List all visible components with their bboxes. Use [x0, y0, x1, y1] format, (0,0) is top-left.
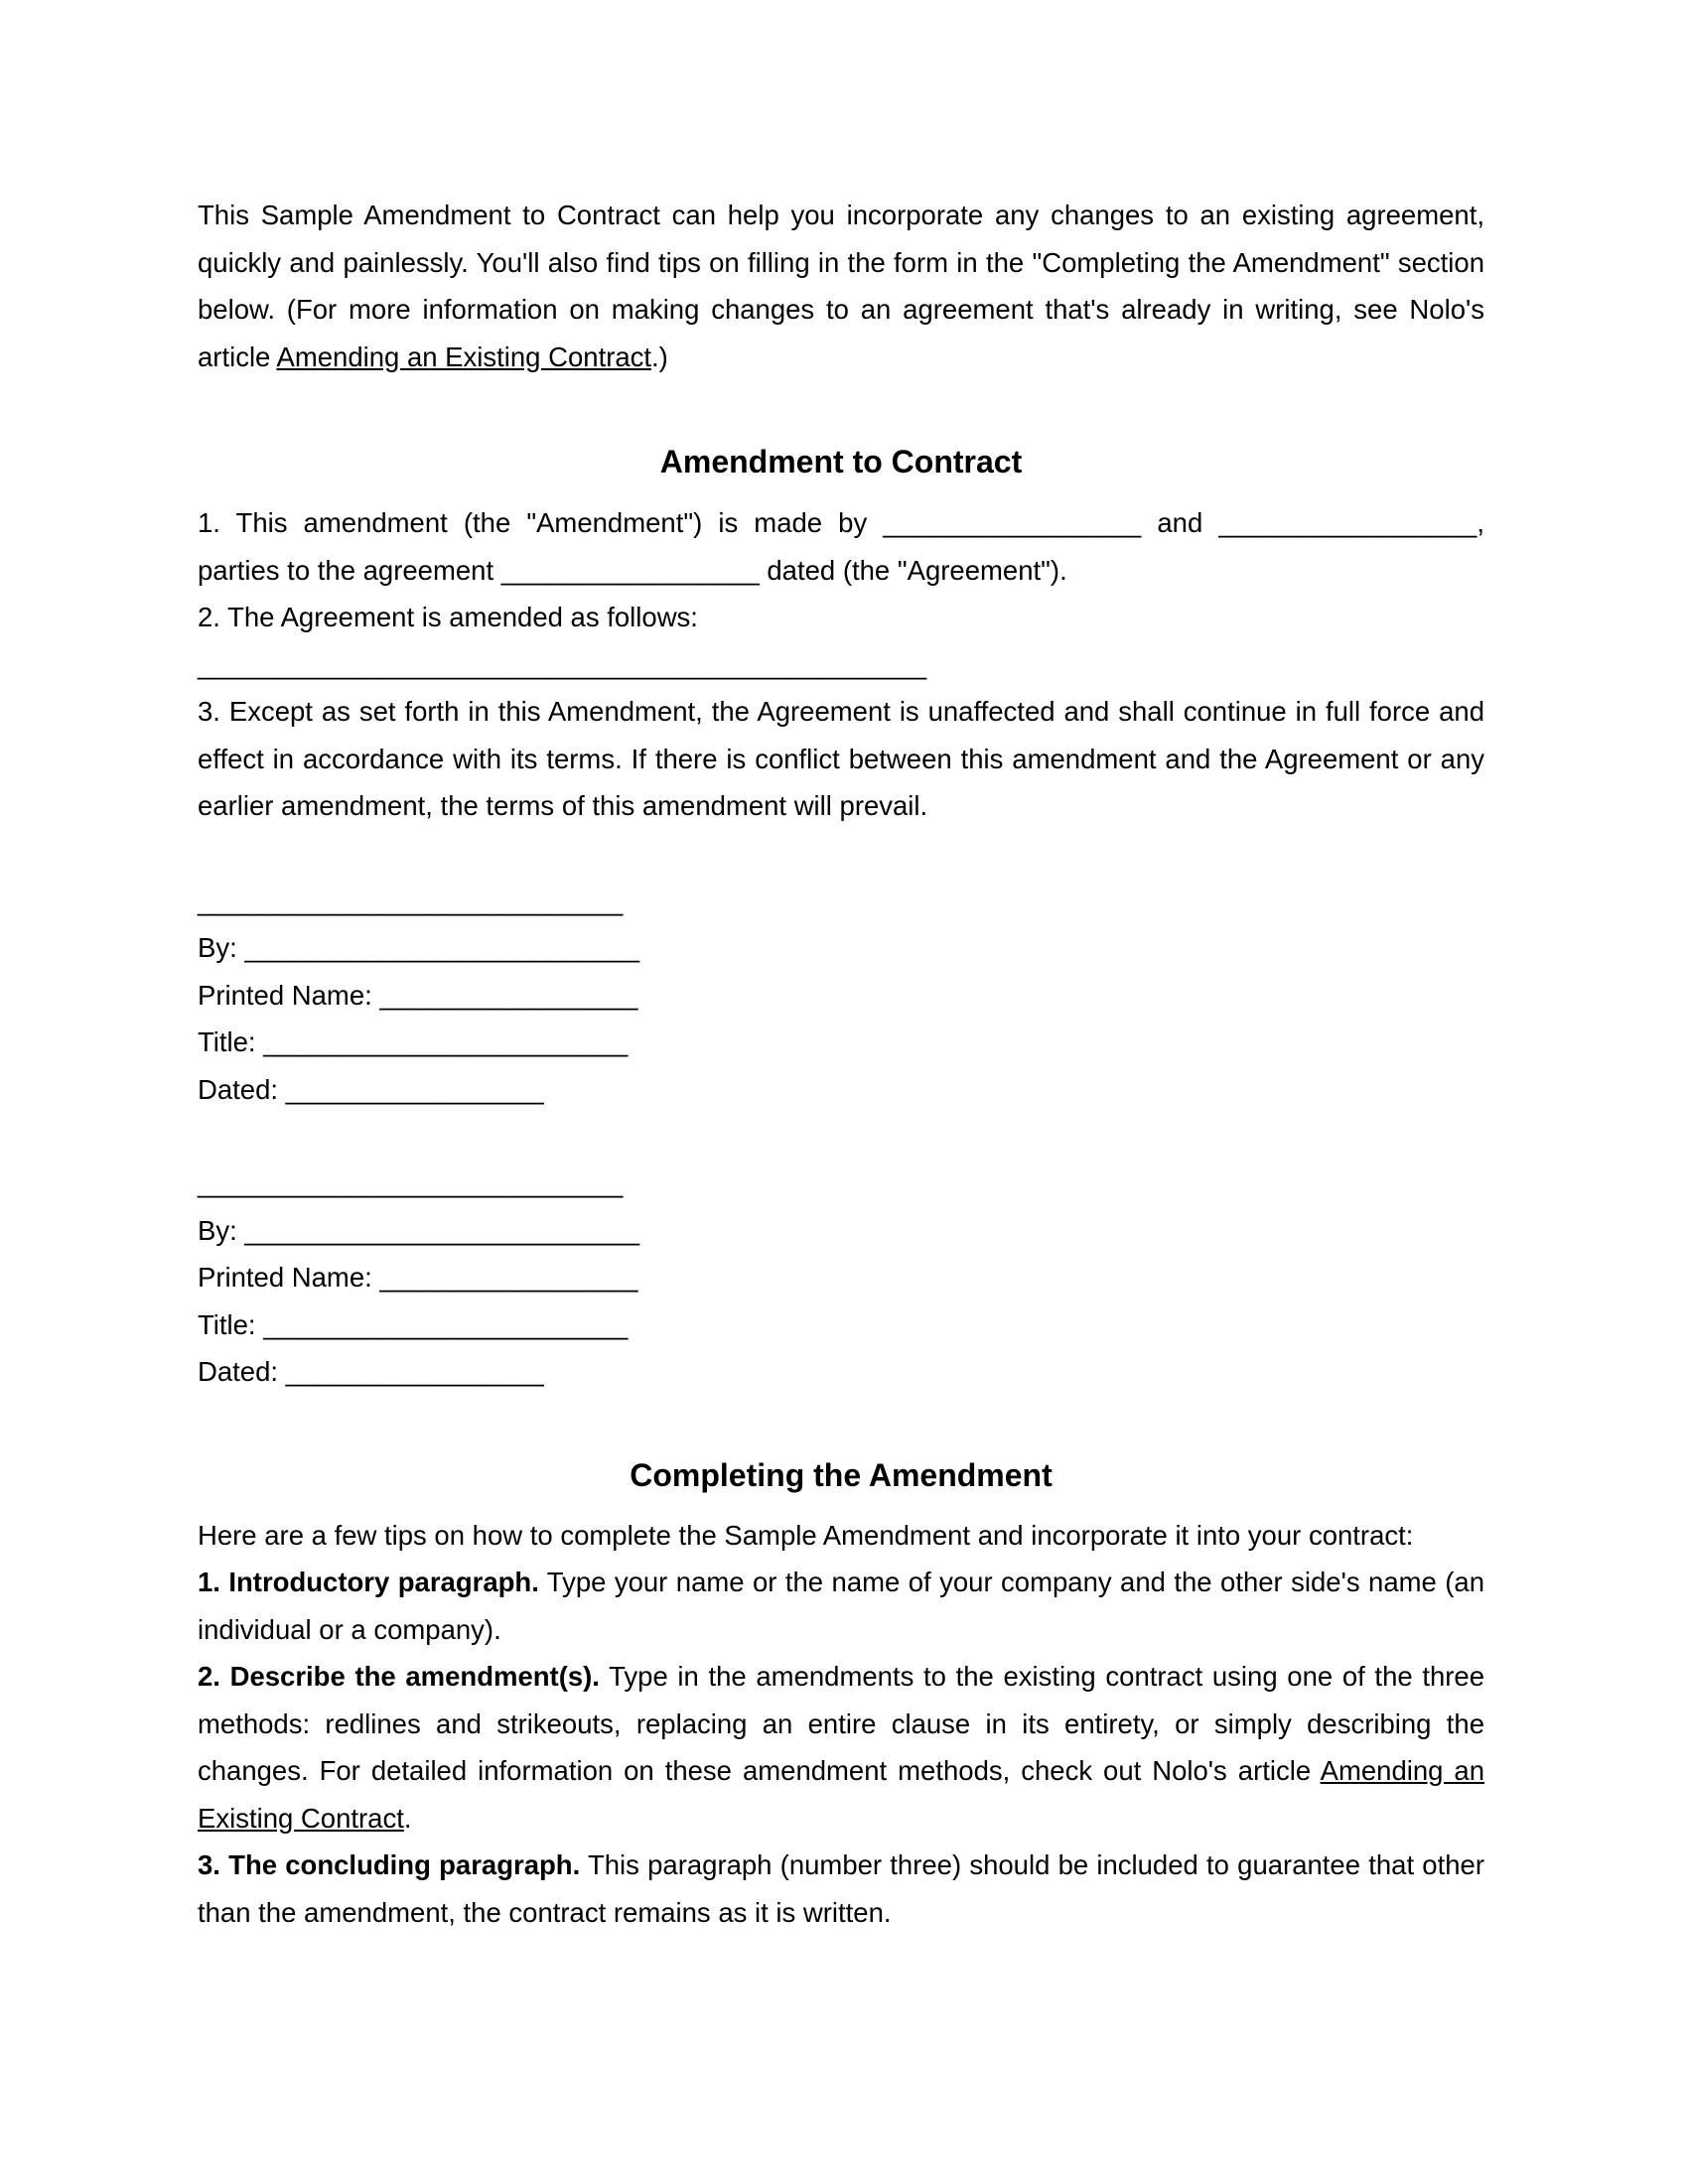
- intro-paragraph: [198, 192, 1484, 380]
- clause-1-line-1: 1. This amendment (the "Amendment") is made by _________________ and _________________,: [198, 507, 1484, 538]
- clause-2-blank: ________________________________________________: [198, 648, 927, 680]
- signature-block-1: [198, 878, 893, 1114]
- spacer: [198, 830, 1484, 878]
- clause-1-line-2: parties to the agreement _________________ dated (the "Agreement").: [198, 554, 1067, 586]
- signature-block-2: [198, 1160, 893, 1396]
- intro-text: This Sample Amendment to Contract can help you incorporate any changes to an existing agreement, quickly and painlessly. You'll also find tips on filling in the form in the "Completing the Amendment" section below. (For more information on making changes to an agreement that's already in writing, see Nolo's article: [198, 200, 1484, 372]
- completing-intro: Here are a few tips on how to complete the Sample Amendment and incorporate it into your contract:: [198, 1519, 1414, 1551]
- tip-1-heading: 1. Introductory paragraph.: [198, 1567, 539, 1597]
- title-field: Title: ________________________: [198, 1308, 629, 1340]
- tip-1-text: Type your name or the name of your company and the other side's name (an individual or a company).: [198, 1567, 1484, 1645]
- amending-contract-link-2[interactable]: Amending an Existing Contract: [198, 1755, 1485, 1834]
- document-page: [198, 192, 1484, 1936]
- tip-3: [198, 1842, 1484, 1936]
- clause-2: 2. The Agreement is amended as follows:: [198, 602, 698, 632]
- tip-2-heading: 2. Describe the amendment(s).: [198, 1661, 600, 1692]
- completing-title: Completing the Amendment: [630, 1456, 1053, 1493]
- tip-3-text: This paragraph (number three) should be included to guarantee that other than the amendment, the contract remains as it is written.: [198, 1849, 1484, 1928]
- tip-3-heading: 3. The concluding paragraph.: [198, 1849, 581, 1880]
- clause-3: 3. Except as set forth in this Amendment, the Agreement is unaffected and shall continue in full force and effect in accordance with its terms. If there is conflict between this amendment and the Agreement or any earlier amendment, the terms of this amendment will prevail.: [198, 696, 1484, 821]
- by-field: By: __________________________: [198, 1214, 640, 1246]
- printed-name-field: Printed Name: _________________: [198, 979, 638, 1011]
- amending-contract-link[interactable]: Amending an Existing Contract: [276, 341, 652, 372]
- printed-name-field: Printed Name: _________________: [198, 1262, 638, 1293]
- spacer: [198, 1113, 1484, 1160]
- title-field: Title: ________________________: [198, 1026, 629, 1057]
- by-field: By: __________________________: [198, 932, 640, 963]
- tip-2-text: Type in the amendments to the existing contract using one of the three methods: redlines and strikeouts, replacing an entire clause in its entirety, or simply describing the changes. For detailed information on these amendment methods, check out Nolo's article: [198, 1661, 1485, 1786]
- intro-text-end: .): [651, 341, 668, 372]
- dated-field: Dated: _________________: [198, 1356, 544, 1387]
- amendment-title: Amendment to Contract: [659, 444, 1023, 479]
- signature-line: ____________________________: [198, 1167, 624, 1198]
- dated-field: Dated: _________________: [198, 1073, 544, 1105]
- tip-2: [198, 1653, 1484, 1842]
- tip-1: [198, 1559, 1484, 1653]
- signature-line: ____________________________: [198, 885, 624, 916]
- tip-2-text-end: .: [403, 1802, 412, 1834]
